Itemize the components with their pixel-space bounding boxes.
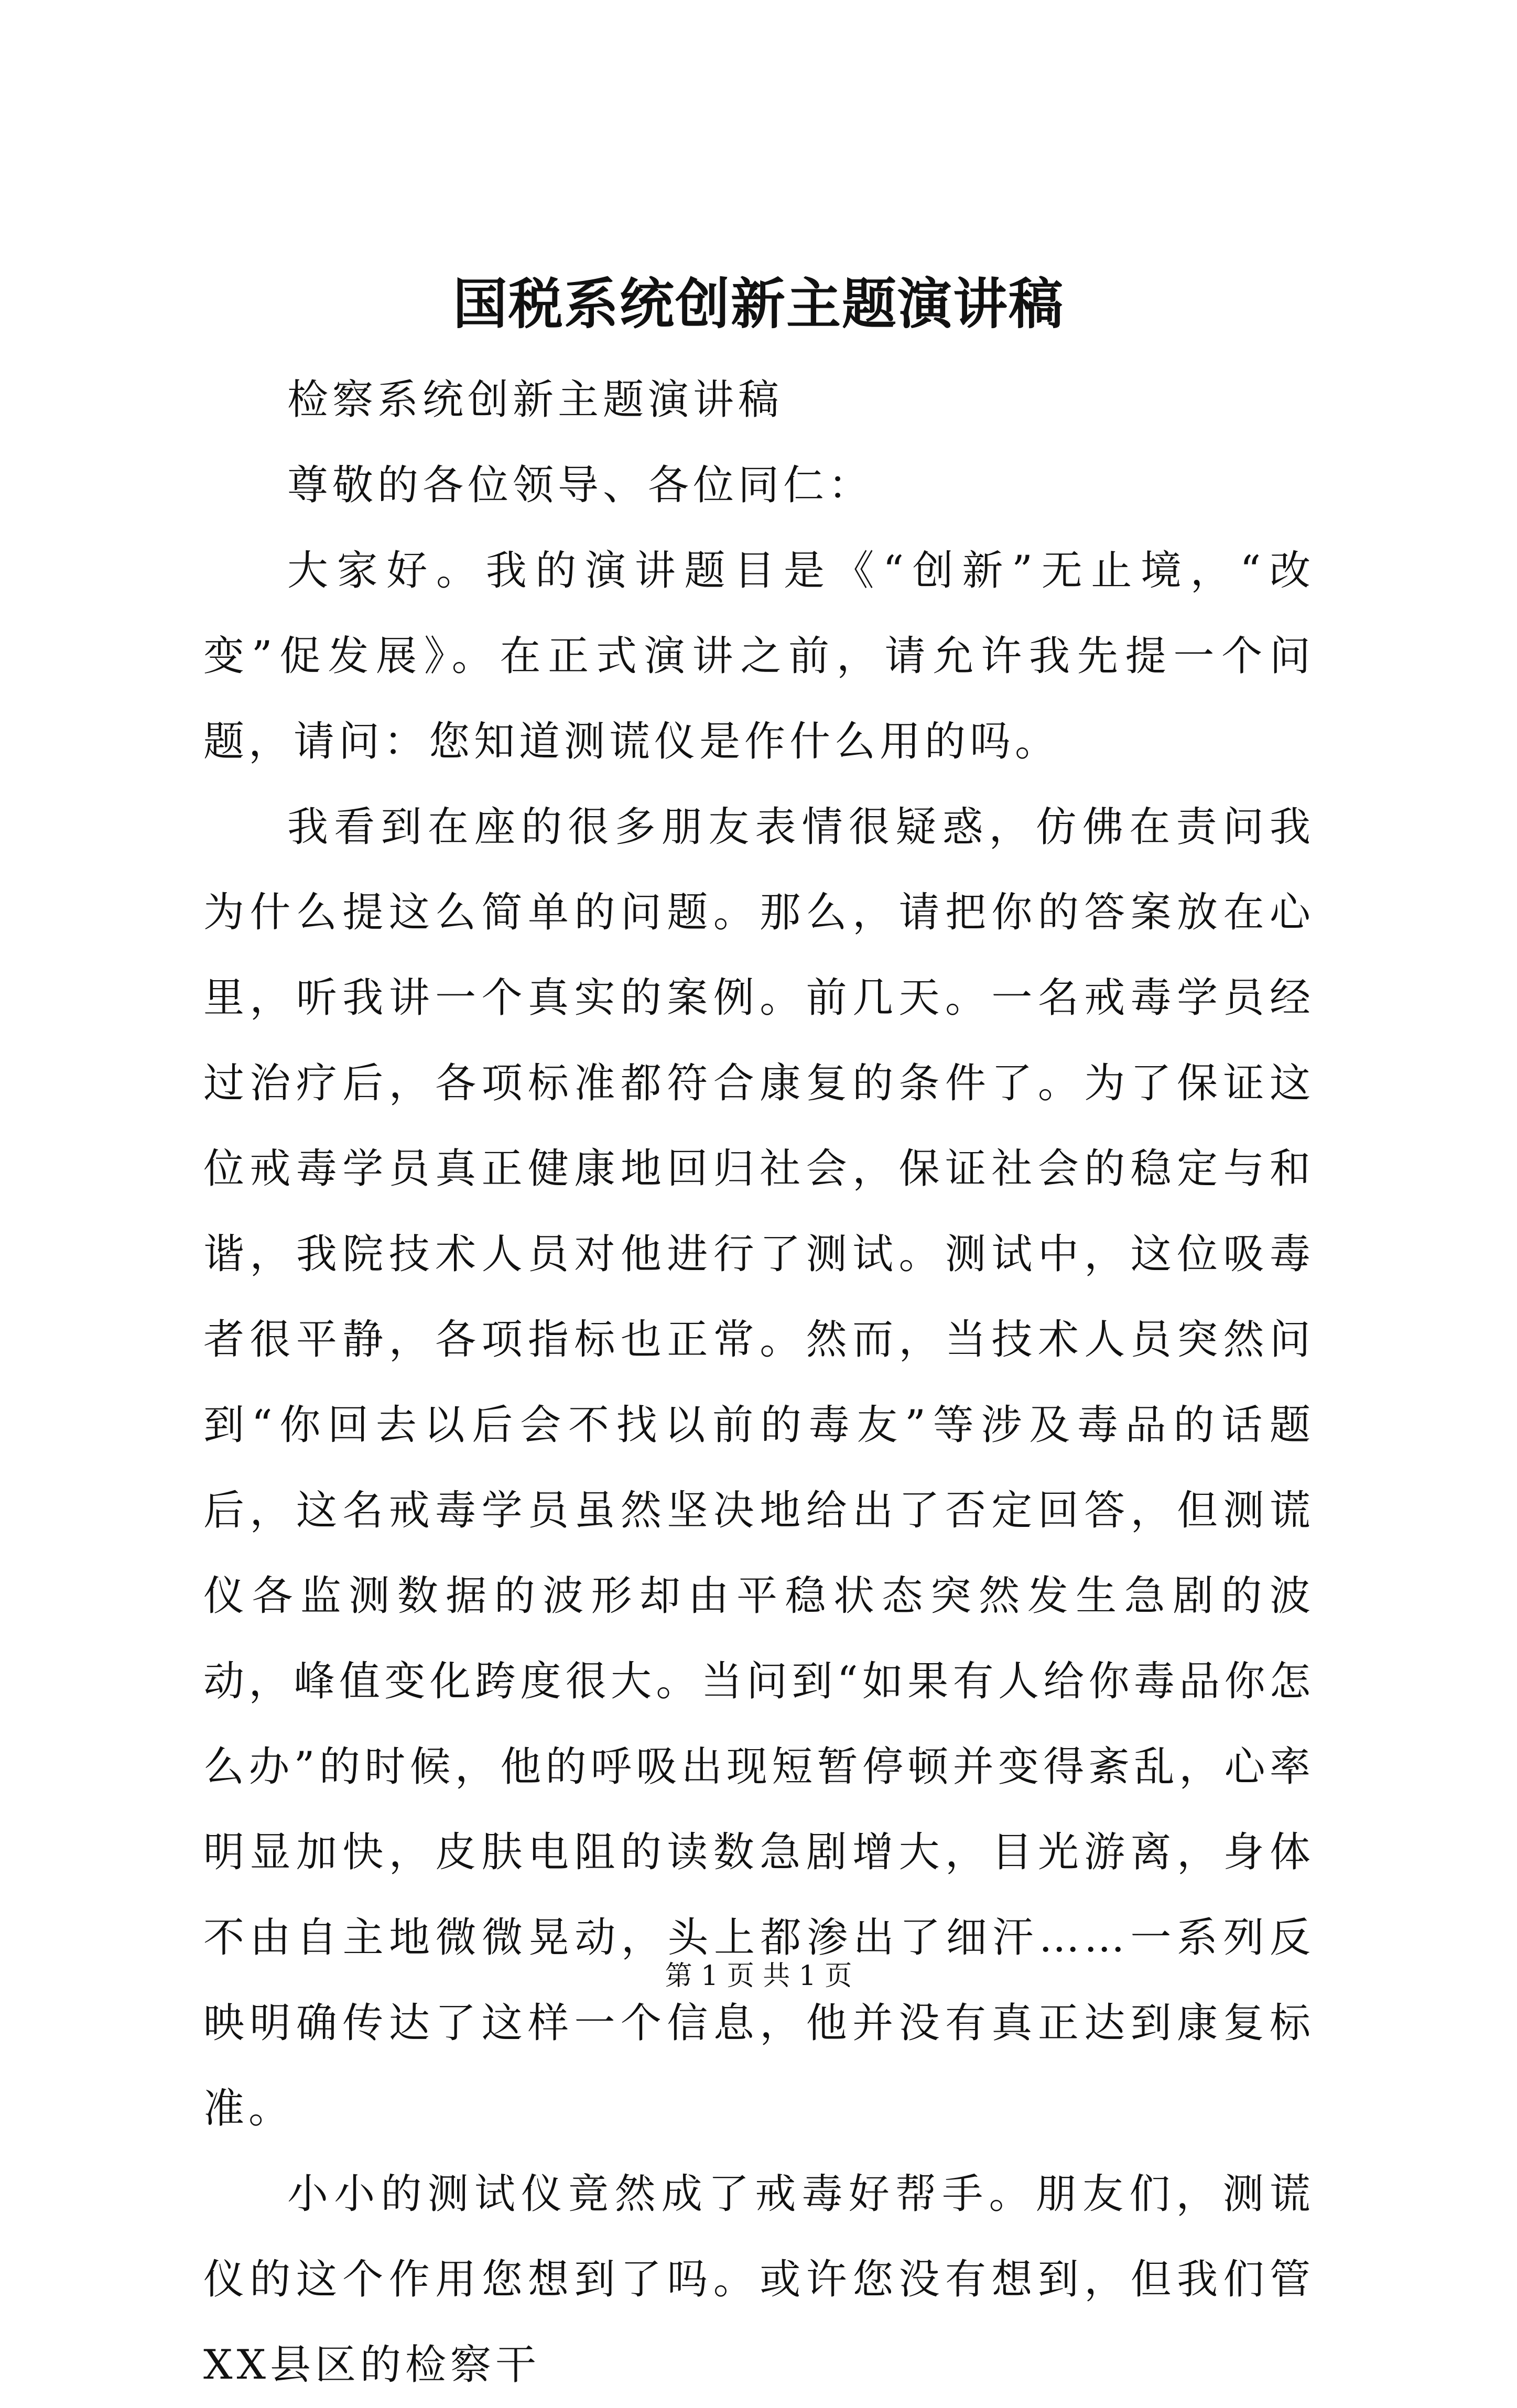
page-footer: 第 1 页 共 1 页 xyxy=(665,1960,852,1992)
paragraph-case: 我看到在座的很多朋友表情很疑惑，仿佛在责问我为什么提这么简单的问题。那么，请把你的答案放在心里，听我讲一个真实的案例。前几天。一名戒毒学员经过治疗后，各项标准都符合康复的条件了。为了保证这位戒毒学员真正健康地回归社会，保证社会的稳定与和谐，我院技术人员对他进行了测试。测试中，这位吸毒者很平静，各项指标也正常。然而，当技术人员突然问到“你回去以后会不找以前的毒友”等涉及毒品的话题后，这名戒毒学员虽然坚决地给出了否定回答，但测谎仪各监测数据的波形却由平稳状态突然发生急剧的波动，峰值变化跨度很大。当问到“如果有人给你毒品你怎么办”的时候，他的呼吸出现短暂停顿并变得紊乱，心率明显加快，皮肤电阻的读数急剧增大，目光游离，身体不由自主地微微晃动，头上都渗出了细汗……一系列反映明确传达了这样一个信息，他并没有真正达到康复标准。 xyxy=(203,804,1315,2132)
document-title: 国税系统创新主题演讲稿 xyxy=(452,272,1064,336)
paragraph-subtitle: 检察系统创新主题演讲稿 xyxy=(287,376,784,424)
paragraph-conclusion: 小小的测试仪竟然成了戒毒好帮手。朋友们，测谎仪的这个作用您想到了吗。或许您没有想到，但我们管XX县区的检察干 xyxy=(203,2171,1315,2389)
paragraph-salutation: 尊敬的各位领导、各位同仁： xyxy=(287,462,874,509)
document-body xyxy=(203,357,1315,2408)
paragraph-intro: 大家好。我的演讲题目是《“创新”无止境，“改变”促发展》。在正式演讲之前，请允许我先提一个问题，请问：您知道测谎仪是作什么用的吗。 xyxy=(203,547,1315,765)
